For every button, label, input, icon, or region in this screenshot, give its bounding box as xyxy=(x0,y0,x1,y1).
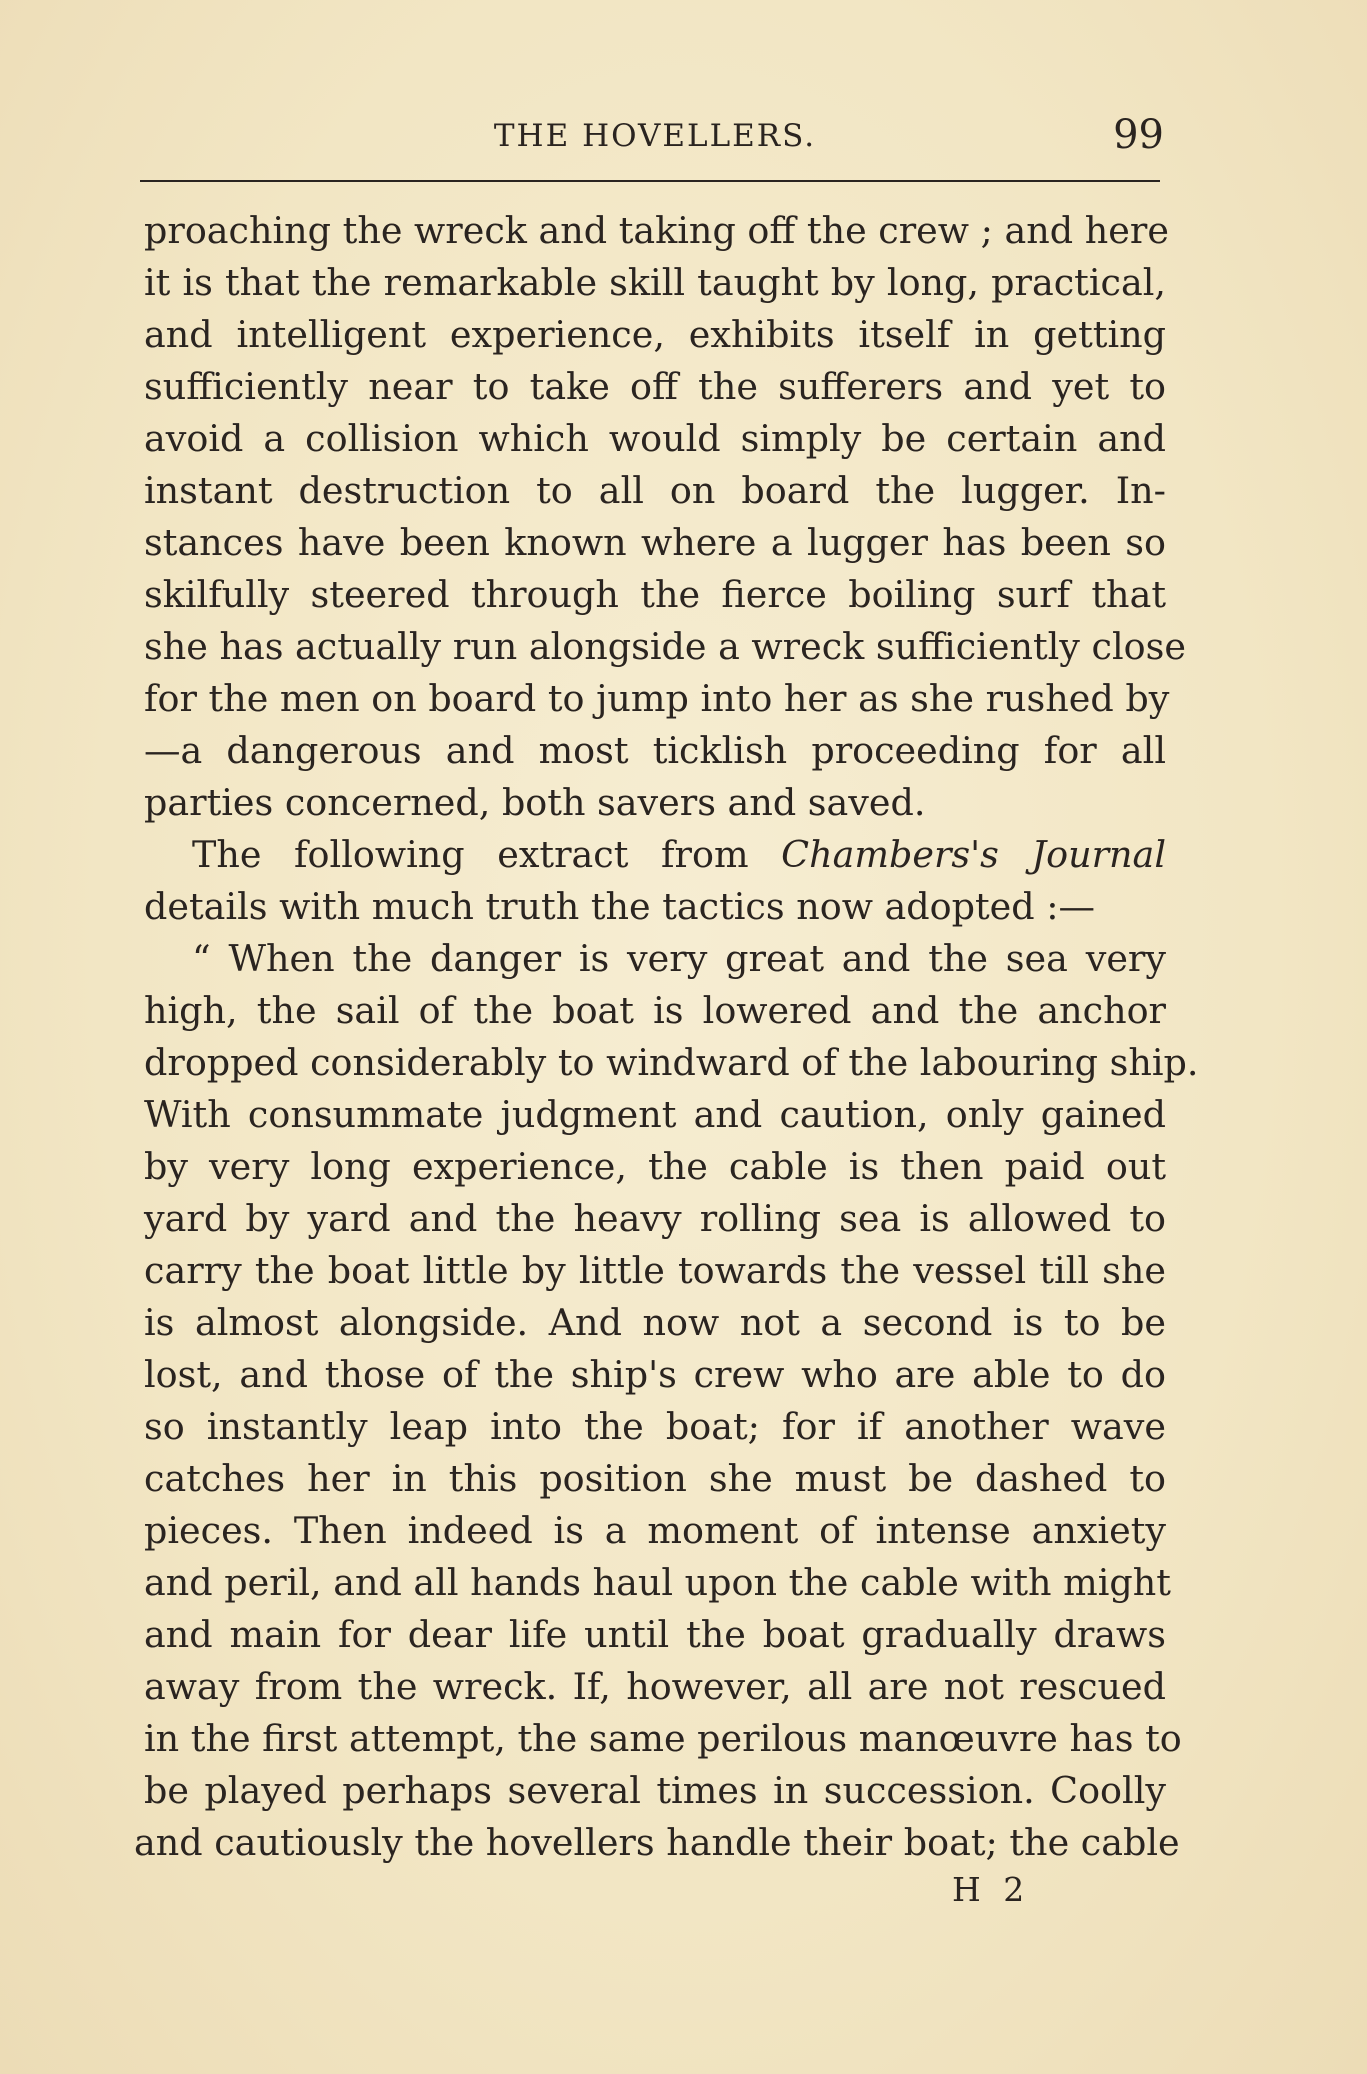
text-line: high, the sail of the boat is lowered and the anchor xyxy=(144,989,1166,1032)
text-fragment: The following extract from xyxy=(192,833,749,876)
text-line: carry the boat little by little towards the vessel till she xyxy=(144,1249,1166,1292)
text-line: by very long experience, the cable is then paid out xyxy=(144,1145,1166,1188)
text-line: for the men on board to jump into her as she rushed by xyxy=(144,677,1170,720)
text-line: it is that the remarkable skill taught by long, practical, xyxy=(144,261,1166,304)
text-line: —a dangerous and most ticklish proceeding for all xyxy=(144,729,1166,772)
text-line: and peril, and all hands haul upon the cable with might xyxy=(144,1561,1171,1604)
text-line: lost, and those of the ship's crew who are able to do xyxy=(144,1353,1166,1396)
text-line: sufficiently near to take off the sufferers and yet to xyxy=(144,365,1166,408)
text-line: stances have been known where a lugger has been so xyxy=(144,521,1166,564)
text-line: and main for dear life until the boat gradually draws xyxy=(144,1613,1166,1656)
signature-mark: H 2 xyxy=(952,1870,1031,1909)
text-line: catches her in this position she must be dashed to xyxy=(144,1457,1166,1500)
text-line: avoid a collision which would simply be certain and xyxy=(144,417,1166,460)
text-line: in the first attempt, the same perilous manœuvre has to xyxy=(144,1717,1182,1760)
text-line: is almost alongside. And now not a second is to be xyxy=(144,1301,1166,1344)
text-line: skilfully steered through the fierce boiling surf that xyxy=(144,573,1166,616)
text-line-with-citation xyxy=(144,829,1166,881)
page-number: 99 xyxy=(1113,112,1164,158)
text-line: “ When the danger is very great and the sea very xyxy=(192,937,1166,980)
body-text xyxy=(134,205,1199,1869)
journal-title: Chambers's Journal xyxy=(781,833,1166,876)
running-title: THE HOVELLERS. xyxy=(493,118,817,154)
header-rule xyxy=(140,180,1160,182)
text-line: pieces. Then indeed is a moment of intense anxiety xyxy=(144,1509,1166,1552)
text-line: details with much truth the tactics now adopted :— xyxy=(144,885,1096,928)
text-line: proaching the wreck and taking off the crew ; and here xyxy=(144,209,1169,252)
text-line: instant destruction to all on board the lugger. In- xyxy=(144,469,1166,512)
text-line: be played perhaps several times in succession. Coolly xyxy=(144,1769,1166,1812)
text-line: parties concerned, both savers and saved. xyxy=(144,781,926,824)
text-line: With consummate judgment and caution, only gained xyxy=(144,1093,1166,1136)
text-line: and cautiously the hovellers handle their boat; the cable xyxy=(134,1821,1180,1864)
text-line: dropped considerably to windward of the labouring ship. xyxy=(144,1041,1199,1084)
text-line: yard by yard and the heavy rolling sea is allowed to xyxy=(144,1197,1166,1240)
text-line: she has actually run alongside a wreck sufficiently close xyxy=(144,625,1186,668)
text-line: away from the wreck. If, however, all are not rescued xyxy=(144,1665,1166,1708)
text-line: so instantly leap into the boat; for if another wave xyxy=(144,1405,1166,1448)
text-line: and intelligent experience, exhibits itself in getting xyxy=(144,313,1166,356)
running-head xyxy=(140,112,1170,164)
